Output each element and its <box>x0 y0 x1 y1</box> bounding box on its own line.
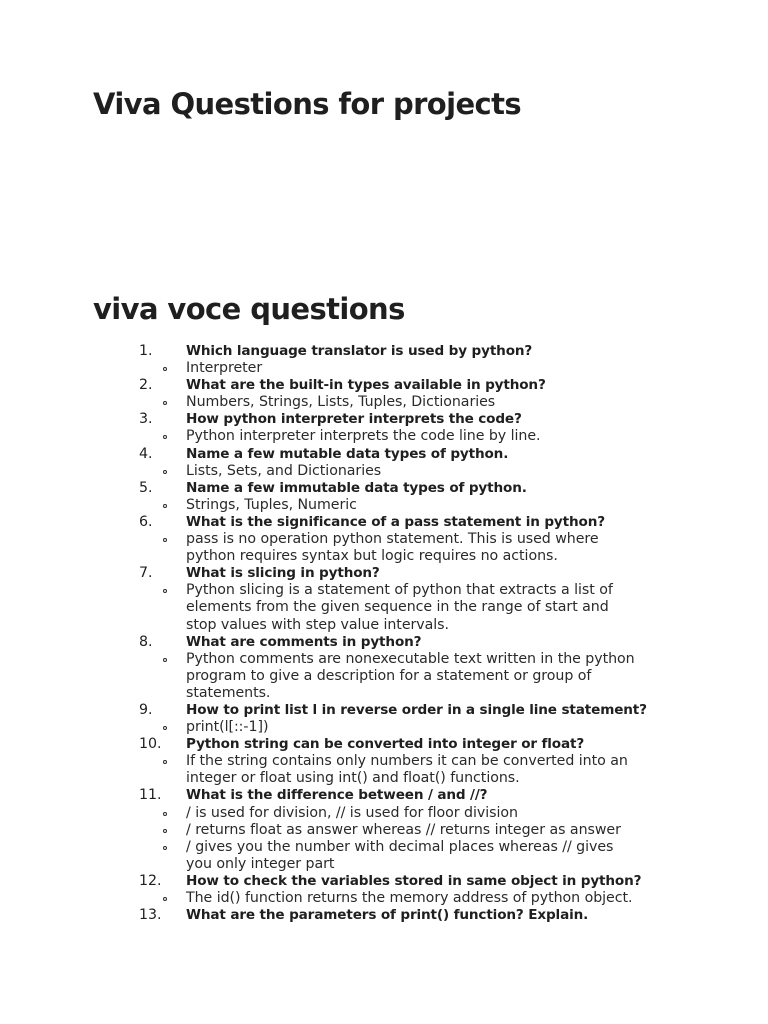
question-text: How python interpreter interprets the code? <box>186 411 522 428</box>
question-item <box>0 736 768 753</box>
hollow-bullet-icon <box>163 846 167 850</box>
document-title: Viva Questions for projects <box>93 87 522 121</box>
answer-text: stop values with step value intervals. <box>186 616 449 633</box>
answer-text: Python slicing is a statement of python that extracts a list of <box>186 582 613 599</box>
question-item <box>0 787 768 804</box>
hollow-bullet-icon <box>163 812 167 816</box>
question-text: What are the built-in types available in python? <box>186 377 546 394</box>
question-text: What are the parameters of print() function? Explain. <box>186 907 589 924</box>
questions-list <box>0 343 768 924</box>
question-item <box>0 702 768 719</box>
question-number: 2. <box>139 377 153 394</box>
question-item <box>0 411 768 428</box>
answer-text: Python interpreter interprets the code line by line. <box>186 428 541 445</box>
answer-text: python requires syntax but logic requires no actions. <box>186 548 558 565</box>
hollow-bullet-icon <box>163 658 167 662</box>
answer-text: Interpreter <box>186 360 263 377</box>
answer-text: Lists, Sets, and Dictionaries <box>186 462 382 479</box>
question-text: Name a few immutable data types of python. <box>186 479 527 496</box>
answer-line <box>0 651 768 668</box>
answer-line <box>0 360 768 377</box>
hollow-bullet-icon <box>163 589 167 593</box>
hollow-bullet-icon <box>163 401 167 405</box>
answer-line <box>0 548 768 565</box>
question-number: 7. <box>139 565 153 582</box>
answer-line <box>0 753 768 770</box>
question-number: 6. <box>139 513 153 530</box>
question-item <box>0 907 768 924</box>
question-item <box>0 377 768 394</box>
question-number: 11. <box>139 787 162 804</box>
answer-text: If the string contains only numbers it can be converted into an <box>186 753 628 770</box>
question-text: Which language translator is used by python? <box>186 343 533 359</box>
question-item <box>0 514 768 531</box>
question-number: 13. <box>139 907 162 924</box>
answer-line <box>0 890 768 907</box>
answer-line <box>0 685 768 702</box>
answer-line <box>0 856 768 873</box>
answer-text: program to give a description for a statement or group of <box>186 667 592 684</box>
question-number: 3. <box>139 411 153 428</box>
hollow-bullet-icon <box>163 829 167 833</box>
hollow-bullet-icon <box>163 538 167 542</box>
question-text: How to check the variables stored in same object in python? <box>186 872 642 889</box>
question-item <box>0 565 768 582</box>
question-text: What is slicing in python? <box>186 565 380 582</box>
hollow-bullet-icon <box>163 504 167 508</box>
answer-text: Python comments are nonexecutable text written in the python <box>186 650 635 667</box>
question-text: What is the difference between / and //? <box>186 787 488 804</box>
answer-line <box>0 428 768 445</box>
question-number: 1. <box>139 343 153 359</box>
answer-line <box>0 617 768 634</box>
question-text: Python string can be converted into integer or float? <box>186 736 585 753</box>
answer-line <box>0 719 768 736</box>
answer-line <box>0 839 768 856</box>
question-text: How to print list l in reverse order in a single line statement? <box>186 701 647 718</box>
answer-text: print(l[::-1]) <box>186 719 269 736</box>
hollow-bullet-icon <box>163 897 167 901</box>
answer-line <box>0 531 768 548</box>
question-text: What is the significance of a pass statement in python? <box>186 513 605 530</box>
question-item <box>0 480 768 497</box>
question-item <box>0 446 768 463</box>
answer-text: / returns float as answer whereas // returns integer as answer <box>186 821 621 838</box>
answer-line <box>0 582 768 599</box>
hollow-bullet-icon <box>163 760 167 764</box>
answer-text: pass is no operation python statement. This is used where <box>186 531 599 548</box>
answer-line <box>0 599 768 616</box>
hollow-bullet-icon <box>163 470 167 474</box>
hollow-bullet-icon <box>163 726 167 730</box>
answer-text: Numbers, Strings, Lists, Tuples, Dictionaries <box>186 394 496 411</box>
answer-text: elements from the given sequence in the range of start and <box>186 599 609 616</box>
question-number: 5. <box>139 479 153 496</box>
answer-text: integer or float using int() and float() functions. <box>186 770 520 787</box>
answer-line <box>0 497 768 514</box>
answer-text: The id() function returns the memory address of python object. <box>186 890 633 906</box>
answer-line <box>0 463 768 480</box>
question-number: 4. <box>139 445 153 462</box>
hollow-bullet-icon <box>163 435 167 439</box>
question-text: What are comments in python? <box>186 633 422 650</box>
question-number: 9. <box>139 701 153 718</box>
question-item <box>0 343 768 360</box>
answer-line <box>0 770 768 787</box>
answer-text: / is used for division, // is used for floor division <box>186 804 518 821</box>
question-item <box>0 873 768 890</box>
answer-line <box>0 394 768 411</box>
question-item <box>0 634 768 651</box>
answer-text: / gives you the number with decimal places whereas // gives <box>186 838 614 855</box>
question-text: Name a few mutable data types of python. <box>186 445 509 462</box>
answer-text: you only integer part <box>186 855 335 872</box>
question-number: 8. <box>139 633 153 650</box>
answer-text: statements. <box>186 684 271 701</box>
question-number: 12. <box>139 872 162 889</box>
hollow-bullet-icon <box>163 367 167 371</box>
answer-line <box>0 805 768 822</box>
section-title: viva voce questions <box>93 292 405 326</box>
answer-line <box>0 822 768 839</box>
answer-text: Strings, Tuples, Numeric <box>186 496 357 513</box>
question-number: 10. <box>139 736 162 753</box>
answer-line <box>0 668 768 685</box>
